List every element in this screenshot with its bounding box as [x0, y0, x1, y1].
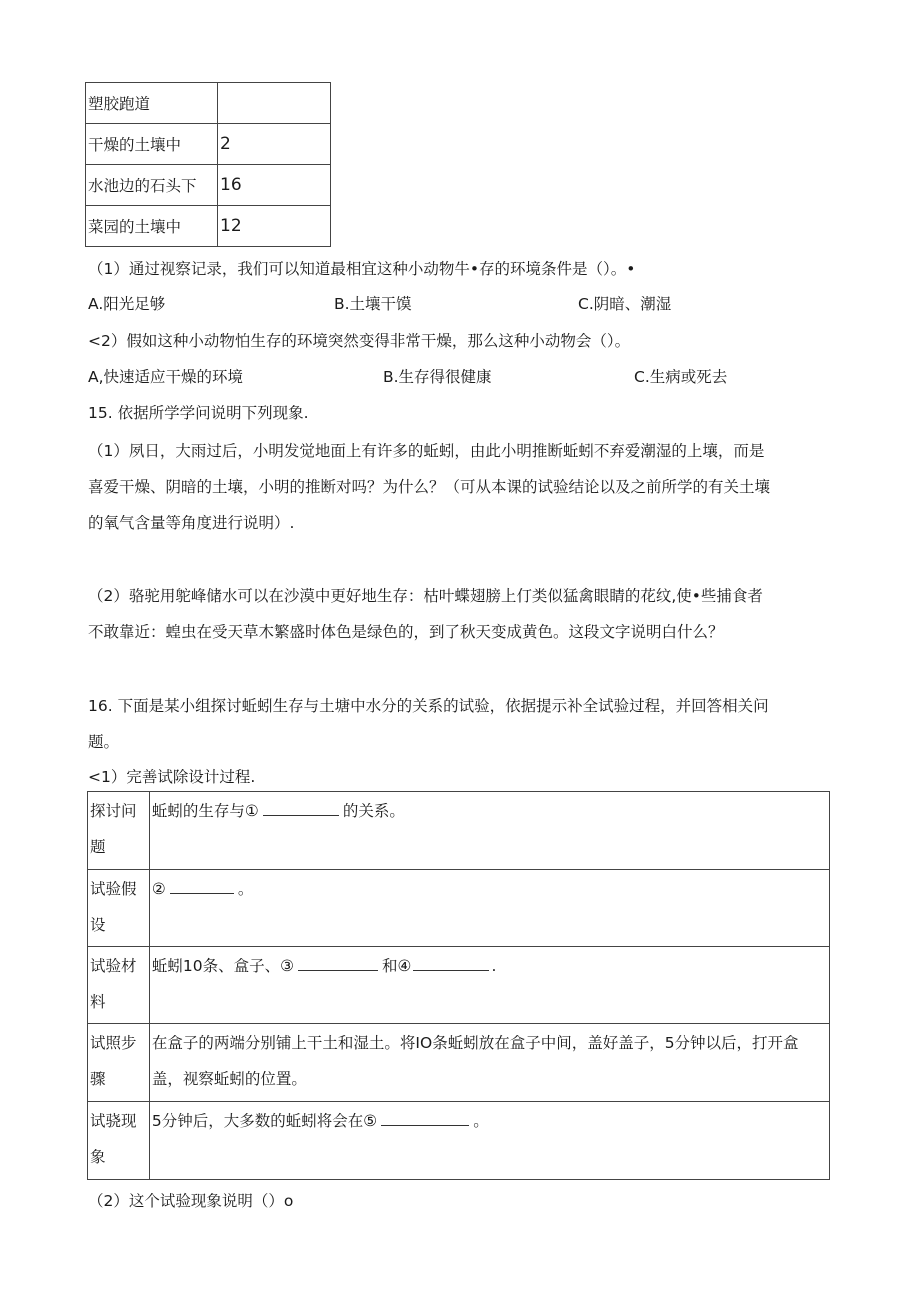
q15-part1-line: 的氧气含量等角度进行说明）. [88, 514, 295, 532]
cell-text: 的关系。 [342, 802, 405, 820]
cell-text: 。 [237, 880, 254, 898]
option-c[interactable]: C.生病或死去 [634, 368, 728, 386]
option-a[interactable]: A,快速适应干燥的环境 [88, 368, 244, 386]
table-row [86, 83, 331, 124]
answer-blank-2[interactable] [170, 879, 234, 894]
q15-part1-line: 喜爱干燥、阴暗的土壤，小明的推断对吗？为什么？（可从本课的试验结论以及之前所学的有关土壤 [88, 478, 771, 496]
table-row [88, 1024, 830, 1102]
row-label: 试照步骤 [88, 1024, 150, 1102]
table-row [86, 124, 331, 165]
cell-text: 。 [473, 1112, 489, 1130]
row-value [149, 870, 829, 947]
answer-blank-4[interactable] [413, 956, 489, 971]
option-b[interactable]: B.土壤干馍 [334, 295, 412, 313]
cell-text: 5分钟后，大多数的蚯蚓将会在⑤ [151, 1112, 378, 1130]
row-value: 在盒子的两端分别铺上干土和湿土。将IO条蚯蚓放在盒子中间，盖好盖子，5分钟以后，打开盒盖，视察蚯蚓的位置。 [149, 1024, 829, 1102]
q15-title: 15. 依据所学学问说明下列现象. [88, 404, 309, 422]
q14-part1-question: （1）通过视察记录，我们可以知道最相宜这种小动物牛•存的环境条件是（）。• [88, 260, 636, 278]
count-cell: 2 [218, 124, 331, 165]
table-row [88, 870, 830, 947]
option-a[interactable]: A.阳光足够 [88, 295, 166, 313]
place-cell: 菜园的土壤中 [86, 206, 218, 247]
answer-blank-1[interactable] [263, 801, 339, 816]
cell-text: 蚯蚓的生存与① [151, 802, 259, 820]
place-cell: 干燥的土壤中 [86, 124, 218, 165]
row-label: 试骁现象 [88, 1102, 150, 1180]
count-cell: 16 [218, 165, 331, 206]
row-label: 探讨问题 [88, 792, 150, 870]
table-row [86, 165, 331, 206]
row-value [149, 1102, 829, 1180]
q16-title: 题。 [88, 733, 120, 751]
place-cell: 水池边的石头下 [86, 165, 218, 206]
q15-part2-line: 不敢靠近：蝗虫在受天草木繁盛时体色是绿色的，到了秋天变成黄色。这段文字说明白什么？ [88, 623, 724, 641]
row-value [149, 792, 829, 870]
q16-sub1: <1）完善试除设计过程. [88, 768, 256, 786]
option-c[interactable]: C.阴暗、潮湿 [578, 295, 672, 313]
row-label: 试验材料 [88, 947, 150, 1024]
q16-title: 16. 下面是某小组探讨蚯蚓生存与土塘中水分的关系的试验，依据提示补全试验过程，并回答相关问 [88, 697, 769, 715]
count-cell: 12 [218, 206, 331, 247]
q15-part2-line: （2）骆驼用鸵峰储水可以在沙漠中更好地生存：枯叶蝶翅膀上仃类似猛禽眼睛的花纹,使•些捕食者 [88, 587, 763, 605]
cell-text: ② [151, 880, 166, 898]
q14-part2-options [88, 366, 828, 388]
q16-sub2: （2）这个试验现象说明（）o [88, 1192, 294, 1210]
cell-text: 和④ [382, 957, 412, 975]
answer-blank-5[interactable] [381, 1111, 469, 1126]
row-value [149, 947, 829, 1024]
table-row [88, 1102, 830, 1180]
table-row [88, 792, 830, 870]
observation-table [85, 82, 331, 247]
q14-part2-question: <2）假如这种小动物怕生存的环境突然变得非常干燥，那么这种小动物会（）。 [88, 332, 631, 350]
q15-part1-line: （1）夙日，大雨过后，小明发觉地面上有许多的蚯蚓，由此小明推断蚯蚓不弃爱潮湿的上壤，而是 [88, 442, 765, 460]
count-cell [218, 83, 331, 124]
row-label: 试验假设 [88, 870, 150, 947]
cell-text: . [491, 957, 497, 975]
experiment-design-table [87, 791, 830, 1180]
place-cell: 塑胶跑道 [86, 83, 218, 124]
table-row [88, 947, 830, 1024]
q14-part1-options [88, 293, 828, 315]
table-row [86, 206, 331, 247]
cell-text: 蚯蚓10条、盒子、③ [151, 957, 295, 975]
option-b[interactable]: B.生存得很健康 [383, 368, 492, 386]
answer-blank-3[interactable] [298, 956, 378, 971]
